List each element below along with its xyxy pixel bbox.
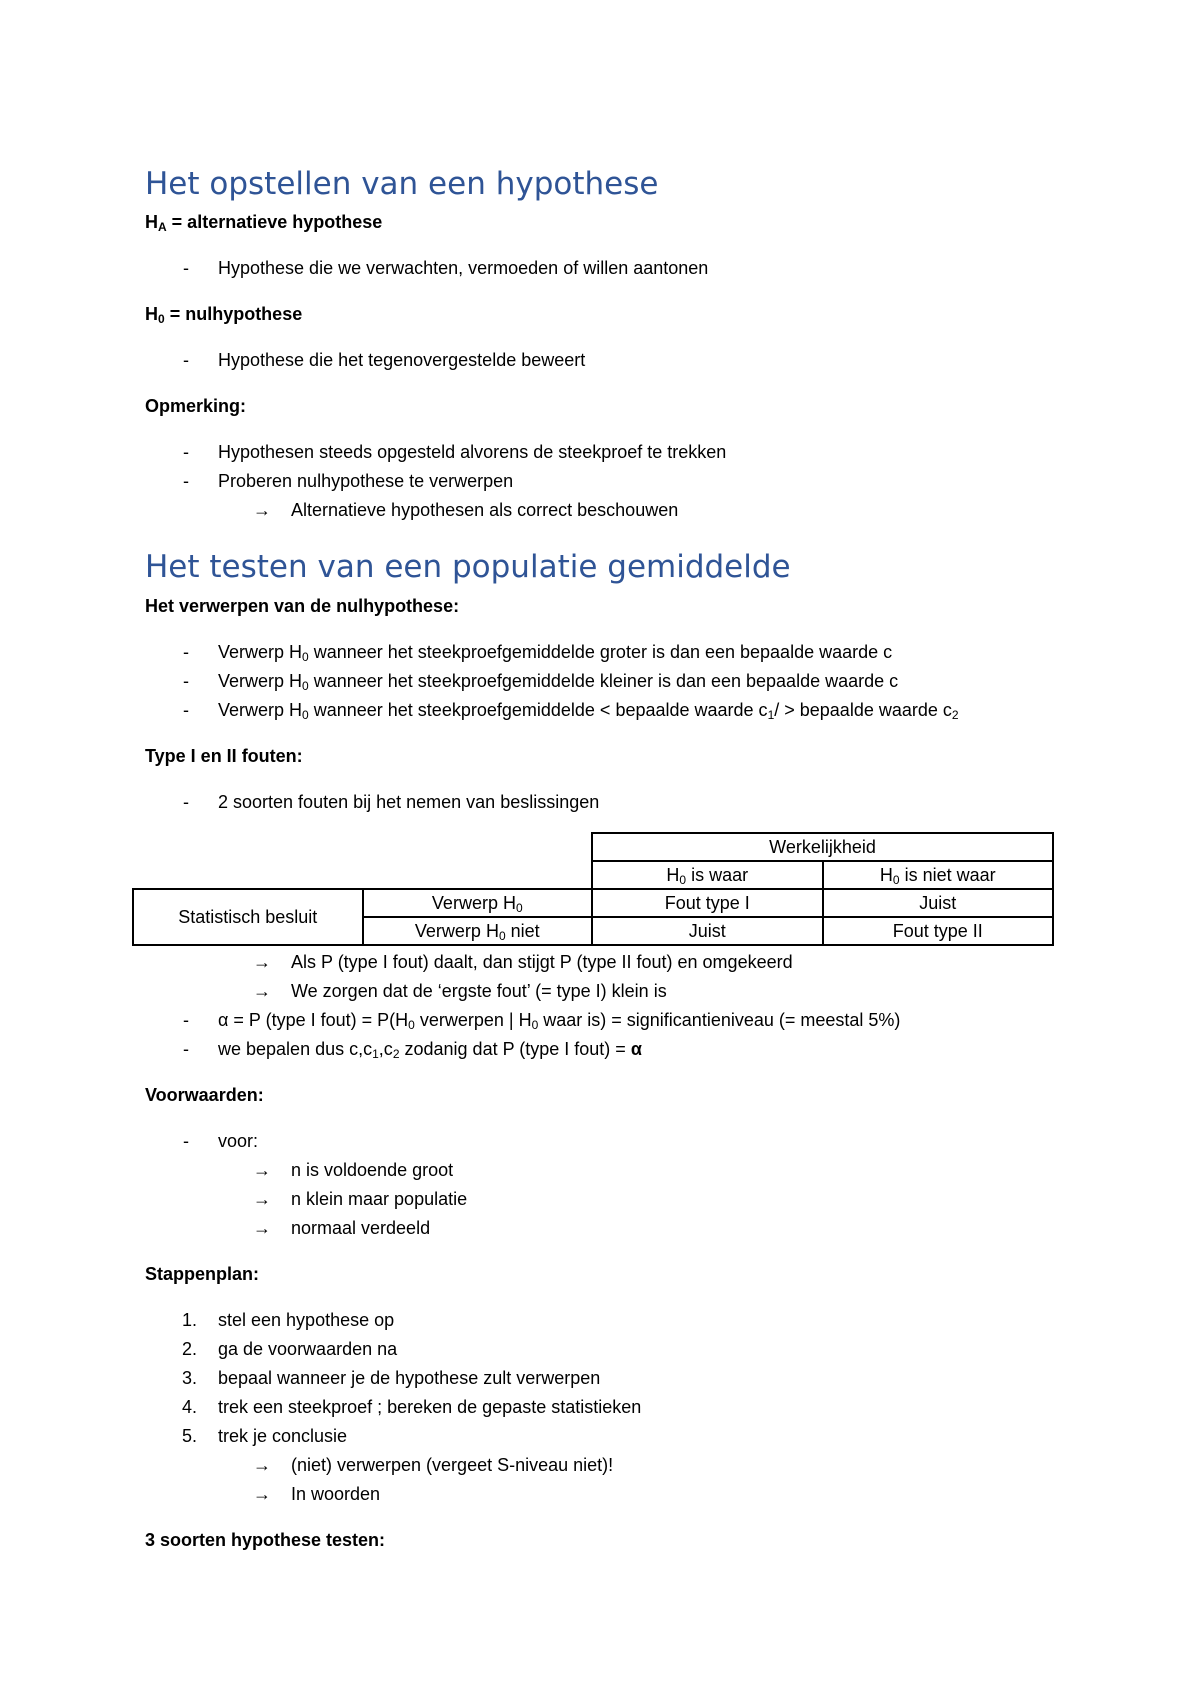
table-cell-empty — [133, 833, 363, 861]
step-number: 1. — [181, 1310, 197, 1330]
arrow-icon: → — [253, 1160, 271, 1180]
remark-item: Proberen nulhypothese te verwerpen — [218, 471, 514, 491]
h0-definition-text: = nulhypothese — [164, 304, 303, 324]
text: wanneer het steekproefgemiddelde < bepaalde waarde c — [308, 700, 768, 720]
plan-step: trek je conclusie — [218, 1426, 348, 1446]
tests-label: 3 soorten hypothese testen: — [145, 1530, 386, 1550]
subscript: 0 — [302, 679, 309, 693]
subscript: 0 — [498, 928, 506, 943]
plan-arrow-item: In woorden — [291, 1484, 381, 1504]
plan-step: bepaal wanneer je de hypothese zult verwerpen — [218, 1368, 601, 1388]
arrow-icon: → — [253, 1484, 271, 1504]
text: α = P (type I fout) = P(H — [218, 1010, 409, 1030]
bullet-dash: - — [183, 642, 189, 662]
text: Verwerp H — [218, 642, 303, 662]
table-cell: Juist — [592, 917, 822, 945]
text: Verwerp H — [218, 700, 303, 720]
bullet-dash: - — [183, 258, 189, 278]
text: Verwerp H — [431, 892, 516, 913]
table-cell-empty — [363, 861, 593, 889]
subscript: 0 — [679, 872, 687, 887]
bullet-dash: - — [183, 792, 189, 812]
ha-definition-text: = alternatieve hypothese — [166, 212, 383, 232]
h0-item: Hypothese die het tegenovergestelde beweert — [218, 350, 586, 370]
table-row — [133, 889, 1053, 917]
bullet-dash: - — [183, 471, 189, 491]
plan-arrow-item: (niet) verwerpen (vergeet S-niveau niet)! — [291, 1455, 614, 1475]
text: / > bepaalde waarde c — [774, 700, 952, 720]
step-number: 3. — [181, 1368, 197, 1388]
bullet-dash: - — [183, 1131, 189, 1151]
table-cell-empty — [133, 861, 363, 889]
alpha-line — [218, 1010, 900, 1031]
error-type-table — [132, 832, 1054, 946]
text: Verwerp H — [414, 920, 499, 941]
conditions-label: Voorwaarden: — [145, 1085, 264, 1105]
plan-step: ga de voorwaarden na — [218, 1339, 398, 1359]
text: we bepalen dus c,c — [218, 1039, 373, 1059]
step-number: 4. — [181, 1397, 197, 1417]
arrow-icon: → — [253, 952, 271, 972]
ha-definition — [145, 212, 382, 233]
table-header-reality: Werkelijkheid — [592, 833, 1053, 861]
text: is waar — [686, 864, 749, 885]
bullet-dash: - — [183, 1039, 189, 1059]
alpha-symbol: α — [630, 1039, 642, 1059]
arrow-icon: → — [253, 1455, 271, 1475]
section-title-hypothesis: Het opstellen van een hypothese — [145, 166, 659, 202]
subscript: 1 — [372, 1047, 379, 1061]
subscript: 0 — [515, 900, 523, 915]
table-row-header-reject — [363, 889, 593, 917]
h0-definition — [145, 304, 302, 325]
reject-label: Het verwerpen van de nulhypothese: — [145, 596, 460, 616]
plan-label: Stappenplan: — [145, 1264, 260, 1284]
reject-item — [218, 700, 959, 721]
bullet-dash: - — [183, 1010, 189, 1030]
bullet-dash: - — [183, 700, 189, 720]
table-cell: Fout type I — [592, 889, 822, 917]
reject-item — [218, 642, 892, 663]
bullet-dash: - — [183, 350, 189, 370]
text: wanneer het steekproefgemiddelde groter is dan een bepaalde waarde c — [308, 642, 893, 662]
h0-symbol: H — [145, 304, 158, 324]
step-number: 5. — [181, 1426, 197, 1446]
text: H — [666, 864, 680, 885]
errors-label: Type I en II fouten: — [145, 746, 303, 766]
text: verwerpen | H — [414, 1010, 532, 1030]
ha-subscript: A — [158, 220, 167, 234]
table-cell: Fout type II — [823, 917, 1054, 945]
conditions-item: voor: — [218, 1131, 259, 1151]
text: Verwerp H — [218, 671, 303, 691]
condition-arrow-item: n is voldoende groot — [291, 1160, 454, 1180]
h0-subscript: 0 — [158, 312, 165, 326]
subscript: 1 — [767, 708, 775, 722]
subscript: 0 — [892, 872, 900, 887]
table-header-decision: Statistisch besluit — [133, 889, 363, 945]
plan-step: trek een steekproef ; bereken de gepaste statistieken — [218, 1397, 642, 1417]
after-arrow-item: We zorgen dat de ‘ergste fout’ (= type I) klein is — [291, 981, 667, 1001]
table-cell-empty — [363, 833, 593, 861]
arrow-icon: → — [253, 1189, 271, 1209]
bullet-dash: - — [183, 442, 189, 462]
arrow-icon: → — [253, 500, 271, 520]
text: wanneer het steekproefgemiddelde kleiner is dan een bepaalde waarde c — [308, 671, 899, 691]
remark-item: Hypothesen steeds opgesteld alvorens de steekproef te trekken — [218, 442, 727, 462]
text: H — [879, 864, 893, 885]
remark-label: Opmerking: — [145, 396, 247, 416]
condition-arrow-item: normaal verdeeld — [291, 1218, 431, 1238]
text: is niet waar — [899, 864, 996, 885]
text: waar is) = significantieniveau (= meestal 5%) — [538, 1010, 901, 1030]
reject-item — [218, 671, 898, 692]
table-row — [133, 833, 1053, 861]
step-number: 2. — [181, 1339, 197, 1359]
table-header-h0-false — [823, 861, 1054, 889]
subscript: 0 — [408, 1018, 415, 1032]
table-row — [133, 861, 1053, 889]
errors-item: 2 soorten fouten bij het nemen van beslissingen — [218, 792, 600, 812]
subscript: 0 — [302, 650, 309, 664]
text: zodanig dat P (type I fout) = — [399, 1039, 631, 1059]
plan-step: stel een hypothese op — [218, 1310, 395, 1330]
ha-symbol: H — [145, 212, 158, 232]
bullet-dash: - — [183, 671, 189, 691]
subscript: 0 — [302, 708, 309, 722]
after-arrow-item: Als P (type I fout) daalt, dan stijgt P (type II fout) en omgekeerd — [291, 952, 793, 972]
section-title-testing: Het testen van een populatie gemiddelde — [145, 549, 791, 585]
subscript: 0 — [531, 1018, 539, 1032]
c-line — [218, 1039, 642, 1060]
text: niet — [505, 920, 540, 941]
arrow-icon: → — [253, 1218, 271, 1238]
subscript: 2 — [392, 1047, 400, 1061]
remark-arrow-item: Alternatieve hypothesen als correct beschouwen — [291, 500, 679, 520]
subscript: 2 — [951, 708, 959, 722]
ha-item: Hypothese die we verwachten, vermoeden of willen aantonen — [218, 258, 709, 278]
text: ,c — [378, 1039, 393, 1059]
table-row-header-not-reject — [363, 917, 593, 945]
table-cell: Juist — [823, 889, 1054, 917]
condition-arrow-item: n klein maar populatie — [291, 1189, 468, 1209]
arrow-icon: → — [253, 981, 271, 1001]
table-header-h0-true — [592, 861, 822, 889]
